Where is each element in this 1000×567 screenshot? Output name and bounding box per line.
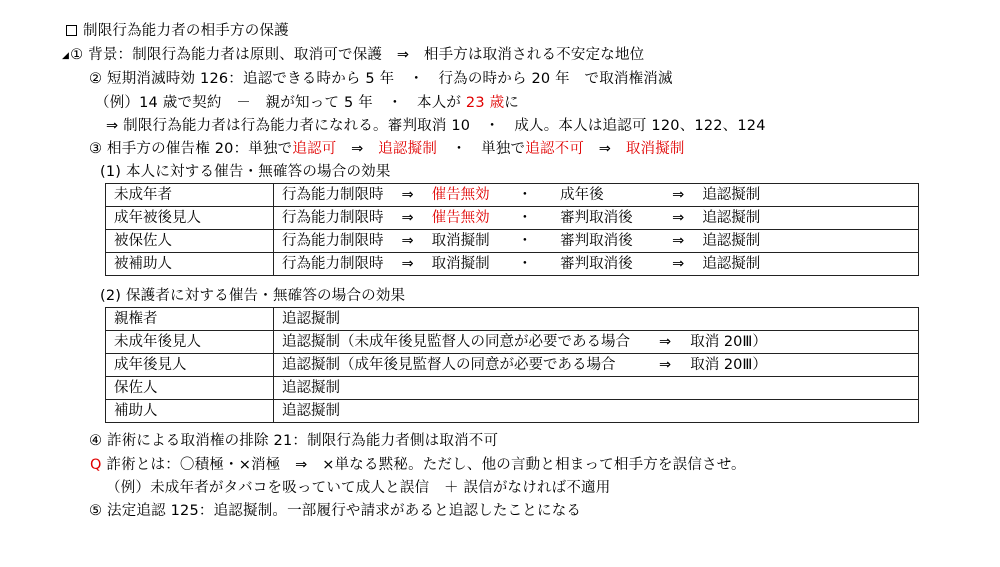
line-legal-ratification: ⑤ 法定追認 125：追認擬制。一部履行や請求があると追認したことになる bbox=[89, 503, 582, 519]
checkbox-square-icon bbox=[66, 25, 77, 36]
line-conclusion: ⇒ 制限行為能力者は行為能力者になれる。審判取消 10 ・ 成人。本人は追認可 120、122、124 bbox=[106, 118, 766, 134]
effect-cell: 行為能力制限時 ⇒ 催告無効 ・ 成年後 ⇒ 追認擬制 bbox=[274, 184, 919, 207]
table-row: 被保佐人 行為能力制限時 ⇒ 取消擬制 ・ 審判取消後 ⇒ 追認擬制 bbox=[106, 230, 919, 253]
table-row: 未成年者 行為能力制限時 ⇒ 催告無効 ・ 成年後 ⇒ 追認擬制 bbox=[106, 184, 919, 207]
effect-cell: 行為能力制限時 ⇒ 取消擬制 ・ 審判取消後 ⇒ 追認擬制 bbox=[274, 230, 919, 253]
table1-caption: (1) 本人に対する催告・無確答の場合の効果 bbox=[100, 164, 391, 180]
line-background: ◢① 背景：制限行為能力者は原則、取消可で保護 ⇒ 相手方は取消される不安定な地位 bbox=[62, 47, 645, 63]
table-effects-on-person bbox=[105, 183, 919, 276]
table-row: 補助人 追認擬制 bbox=[106, 400, 919, 423]
table-row: 親権者 追認擬制 bbox=[106, 308, 919, 331]
collapse-triangle-icon[interactable]: ◢ bbox=[62, 51, 70, 61]
table-row: 成年被後見人 行為能力制限時 ⇒ 催告無効 ・ 審判取消後 ⇒ 追認擬制 bbox=[106, 207, 919, 230]
line-short-prescription: ② 短期消滅時効 126：追認できる時から 5 年 ・ 行為の時から 20 年 で取消権消滅 bbox=[89, 71, 673, 87]
table-row: 被補助人 行為能力制限時 ⇒ 取消擬制 ・ 審判取消後 ⇒ 追認擬制 bbox=[106, 253, 919, 276]
line-demand-right: ③ 相手方の催告権 20：単独で追認可 ⇒ 追認擬制 ・ 単独で追認不可 ⇒ 取消擬制 bbox=[89, 141, 685, 157]
table2-caption: (2) 保護者に対する催告・無確答の場合の効果 bbox=[100, 288, 406, 304]
table-row: 未成年後見人 追認擬制（未成年後見監督人の同意が必要である場合 ⇒ 取消 20Ⅲ） bbox=[106, 331, 919, 354]
effect-cell: 行為能力制限時 ⇒ 催告無効 ・ 審判取消後 ⇒ 追認擬制 bbox=[274, 207, 919, 230]
effect-cell: 行為能力制限時 ⇒ 取消擬制 ・ 審判取消後 ⇒ 追認擬制 bbox=[274, 253, 919, 276]
line-example-1: （例）14 歳で契約 － 親が知って 5 年 ・ 本人が 23 歳に bbox=[95, 95, 519, 111]
line-example-2: （例）未成年者がタバコを吸っていて成人と誤信 ＋ 誤信がなければ不適用 bbox=[106, 480, 611, 496]
table-row: 保佐人 追認擬制 bbox=[106, 377, 919, 400]
line-fraud-question: Q 詐術とは：〇積極・×消極 ⇒ ×単なる黙秘。ただし、他の言動と相まって相手方を誤信させ。 bbox=[90, 457, 746, 473]
table-effects-on-guardian bbox=[105, 307, 919, 423]
table-row: 成年後見人 追認擬制（成年後見監督人の同意が必要である場合 ⇒ 取消 20Ⅲ） bbox=[106, 354, 919, 377]
section-title: 制限行為能力者の相手方の保護 bbox=[66, 21, 289, 41]
question-q-icon: Q bbox=[90, 457, 102, 473]
line-fraud-exclusion: ④ 詐術による取消権の排除 21：制限行為能力者側は取消不可 bbox=[89, 433, 499, 449]
